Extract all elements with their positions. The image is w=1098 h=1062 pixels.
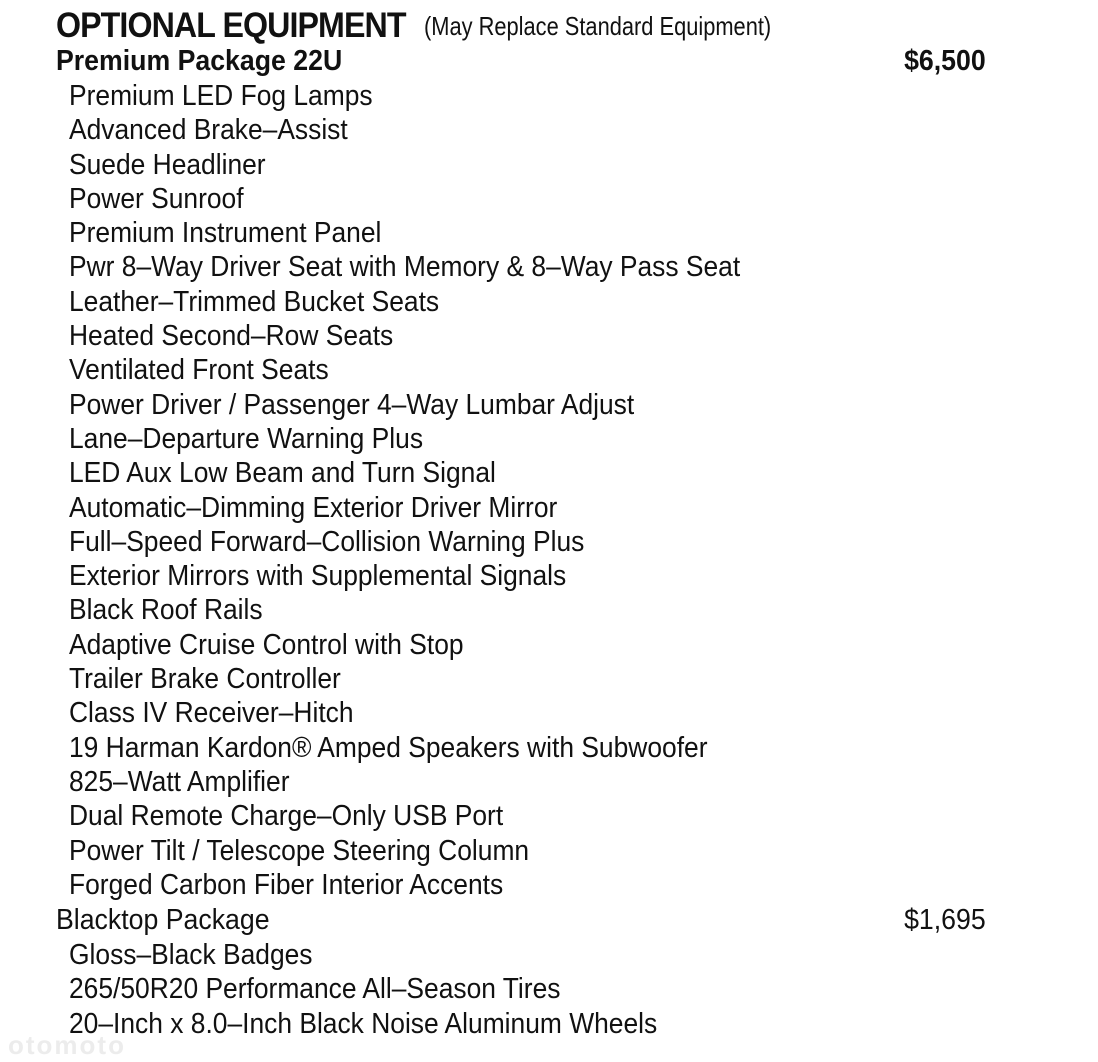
list-item: Leather–Trimmed Bucket Seats — [69, 285, 440, 318]
list-item: Trailer Brake Controller — [69, 663, 341, 696]
list-item: Pwr 8–Way Driver Seat with Memory & 8–Way Pass Seat — [69, 251, 741, 284]
list-item: Heated Second–Row Seats — [69, 320, 394, 353]
list-item: Power Sunroof — [69, 182, 244, 215]
list-item: Dual Remote Charge–Only USB Port — [69, 800, 504, 833]
list-item: Suede Headliner — [69, 148, 266, 181]
list-item: Power Driver / Passenger 4–Way Lumbar Adjust — [69, 388, 635, 421]
list-item: LED Aux Low Beam and Turn Signal — [69, 457, 496, 490]
list-item: Gloss–Black Badges — [69, 939, 313, 971]
list-item: 19 Harman Kardon® Amped Speakers with Subwoofer — [69, 731, 708, 764]
list-item: 825–Watt Amplifier — [69, 765, 290, 798]
list-item: 265/50R20 Performance All–Season Tires — [69, 973, 561, 1006]
list-item: Class IV Receiver–Hitch — [69, 697, 354, 730]
list-item: 20–Inch x 8.0–Inch Black Noise Aluminum Wheels — [69, 1007, 658, 1040]
watermark: otomoto — [8, 1030, 126, 1060]
package-name: Blacktop Package — [56, 904, 270, 936]
list-item: Full–Speed Forward–Collision Warning Plus — [69, 525, 585, 558]
list-item: Premium LED Fog Lamps — [69, 80, 373, 112]
list-item: Automatic–Dimming Exterior Driver Mirror — [69, 491, 558, 524]
list-item: Power Tilt / Telescope Steering Column — [69, 834, 530, 867]
list-item: Premium Instrument Panel — [69, 217, 382, 250]
package-row-blacktop — [56, 903, 986, 937]
section-subtitle: (May Replace Standard Equipment) — [424, 11, 772, 41]
package-row-premium — [56, 44, 986, 78]
section-title: OPTIONAL EQUIPMENT — [56, 6, 406, 45]
package-price: $6,500 — [904, 45, 986, 77]
list-item: Ventilated Front Seats — [69, 354, 329, 387]
list-item: Lane–Departure Warning Plus — [69, 422, 424, 455]
package-price: $1,695 — [904, 904, 986, 936]
list-item: Black Roof Rails — [69, 594, 263, 627]
package-name: Premium Package 22U — [56, 45, 343, 77]
list-item: Forged Carbon Fiber Interior Accents — [69, 868, 504, 901]
package-items-blacktop — [69, 938, 715, 1041]
list-item: Exterior Mirrors with Supplemental Signals — [69, 560, 567, 593]
package-items-premium — [69, 79, 807, 902]
list-item: Adaptive Cruise Control with Stop — [69, 628, 464, 661]
list-item: Advanced Brake–Assist — [69, 114, 348, 147]
